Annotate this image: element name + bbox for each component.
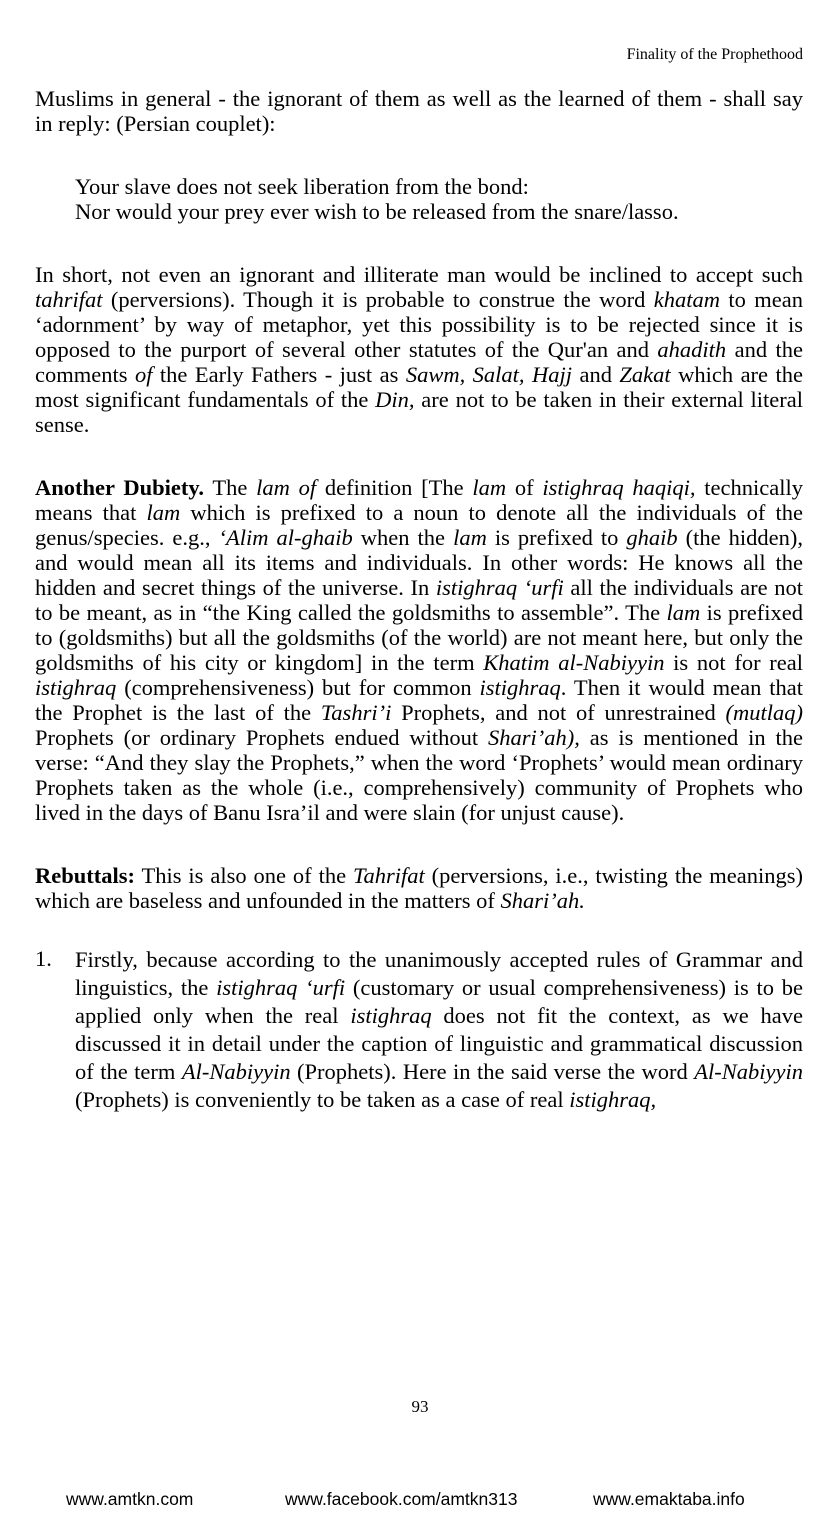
italic-term: istighraq ‘urfi [435,575,564,600]
italic-term: istighraq [350,1003,432,1028]
page-body [35,86,803,1114]
italic-term: istighraq, [569,1087,657,1112]
text-run: technically means that [35,475,803,525]
italic-term: Al-Nabiyyin [694,1059,803,1084]
italic-term: lam [146,500,181,525]
item-text [75,946,803,1114]
text-run: all the individuals are not to be meant, as in “the King called the goldsmiths to assemble”. The [35,575,803,625]
text-run: are not to be taken in their external literal sense. [35,387,803,437]
text-run: is prefixed to (goldsmiths) but all the goldsmiths (of the world) are not meant here, but only the goldsmiths of his city or kingdom] in the term [35,600,803,675]
text-run: when the [352,525,454,550]
bold-heading: Another Dubiety. [35,475,204,500]
italic-term: lam [453,525,487,550]
text-run: In short, not even an ignorant and illiterate man would be inclined to accept such [35,262,803,287]
text-run: (Prophets). Here in the said verse the word [290,1059,695,1084]
text-run: which are the most significant fundamentals of the [35,362,803,412]
item-number: 1. [35,946,52,971]
italic-term: istighraq haqiqi, [542,475,696,500]
running-header: Finality of the Prophethood [626,46,803,63]
footer-link-emaktaba[interactable]: www.emaktaba.info [593,1489,745,1509]
italic-term: khatam [653,287,721,312]
italic-term: Zakat [619,362,671,387]
text-run: (perversions). Though it is probable to construe the word [102,287,654,312]
bold-heading: Rebuttals: [35,863,135,888]
italic-term: lam [666,600,701,625]
text-run: as is mentioned in the verse: “And they slay the Prophets,” when the word ‘Prophets’ would mean ordinary Prophets taken as the whole (i.e., comprehensively) community of Prophets who lived in the days of Banu Isra’il and were slain (for unjust cause). [35,725,804,825]
footer-link-facebook[interactable]: www.facebook.com/amtkn313 [285,1489,518,1509]
text-run: (the hidden), and would mean all its items and individuals. In other words: He knows all the hidden and secret things of the universe. In [35,525,803,600]
italic-term: ghaib [626,525,678,550]
italic-term: tahrifat [35,287,103,312]
text-run: and [572,362,620,387]
text-run: which is prefixed to a noun to denote all the individuals of the genus/species. e.g., [35,500,803,550]
footer-link-amtkn[interactable]: www.amtkn.com [66,1489,194,1509]
page-number: 93 [411,1397,429,1416]
italic-term: Tashri’i [320,700,392,725]
italic-term: lam of [256,475,317,500]
text-run: (customary or usual comprehensiveness) is to be applied only when the real [75,975,803,1028]
italic-term: of [134,362,153,387]
text-run: is prefixed to [486,525,627,550]
italic-term: Shari’ah. [500,888,585,913]
text-run: Prophets, and not of unrestrained [391,700,726,725]
italic-term: Al-Nabiyyin [181,1059,291,1084]
text-run: (perversions, i.e., twisting the meanings) which are baseless and unfounded in the matters of [35,863,803,913]
italic-term: Tahrifat [353,863,425,888]
text-run: to mean ‘adornment’ by way of metaphor, yet this possibility is to be rejected since it is opposed to the purport of several other statutes of the Qur'an and [35,287,803,362]
italic-term: (mutlaq) [725,700,804,725]
text-run: Firstly, because according to the unanimously accepted rules of Grammar and linguistics, the [75,947,803,1000]
text-run: and the comments [35,337,803,387]
paragraph-rebuttals [35,863,803,913]
couplet-line: Nor would your prey ever wish to be released from the snare/lasso. [75,199,679,224]
numbered-item [35,946,803,1114]
text-run: Muslims in general - the ignorant of them as well as the learned of them - shall say in reply: (Persian couplet): [35,86,803,136]
italic-term: Sawm, Salat, Hajj [405,362,572,387]
paragraph-intro [35,86,803,136]
paragraph-in-short [35,262,803,437]
paragraph-another-dubiety [35,475,803,825]
text-run: does not fit the context, as we have discussed it in detail under the caption of linguistic and grammatical discussion of the term [75,1003,803,1084]
text-run: the Early Fathers - just as [152,362,406,387]
text-run: definition [The [316,475,473,500]
italic-term: ‘Alim al-ghaib [218,525,353,550]
italic-term: lam [472,475,507,500]
italic-term: istighraq [479,675,561,700]
text-run: is not for real [664,650,803,675]
italic-term: istighraq [35,675,117,700]
italic-term: ahadith [657,337,727,362]
couplet-line: Your slave does not seek liberation from the bond: [75,174,529,199]
italic-term: Khatim al-Nabiyyin [483,650,665,675]
text-run: (Prophets) is conveniently to be taken as a case of real [75,1087,570,1112]
italic-term: istighraq ‘urfi [216,975,346,1000]
italic-term: Din, [375,387,415,412]
text-run: The [203,475,257,500]
text-run: This is also one of the [135,863,353,888]
text-run: (comprehensiveness) but for common [116,675,480,700]
persian-couplet [75,174,803,224]
text-run: . Then it would mean that the Prophet is the last of the [35,675,803,725]
text-run: Prophets (or ordinary Prophets endued without [35,725,488,750]
text-run: of [506,475,543,500]
italic-term: Shari’ah), [488,725,580,750]
